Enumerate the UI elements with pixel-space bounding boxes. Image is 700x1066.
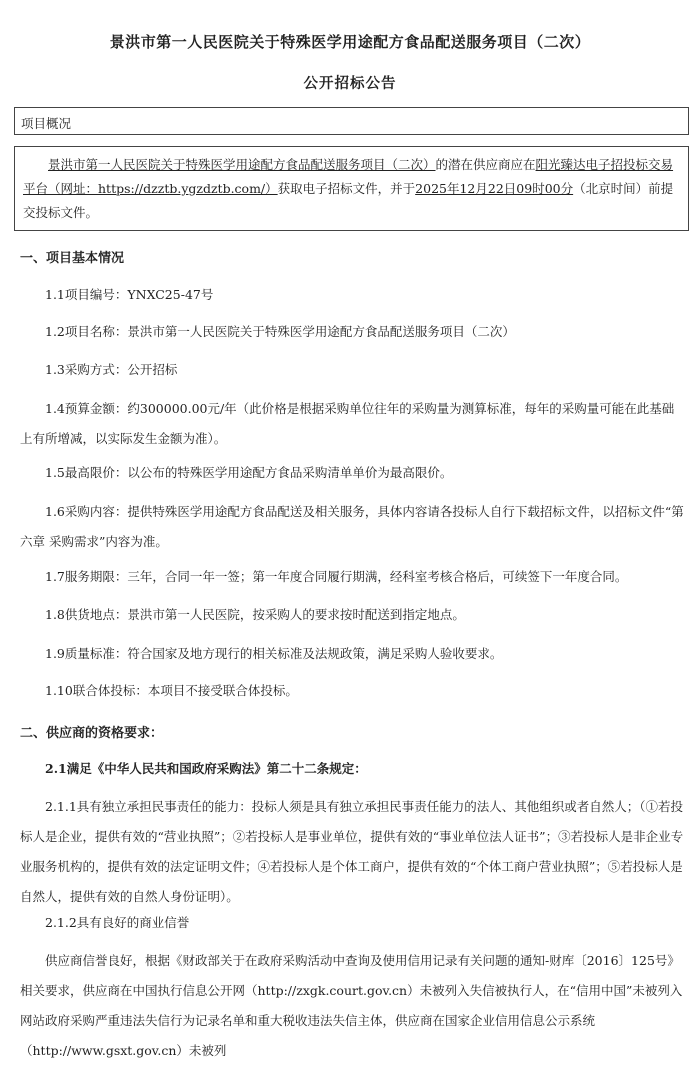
- section-1-heading: 一、项目基本情况: [20, 251, 125, 266]
- item-1-10: 1.10联合体投标：本项目不接受联合体投标。: [45, 683, 298, 698]
- section-2-heading: 二、供应商的资格要求：: [20, 726, 164, 741]
- item-1-4: 1.4预算金额：约300000.00元/年（此价格是根据采购单位往年的采购量为测算标准，每年的采购量可能在此基础上有所增减，以实际发生金额为准）。: [20, 401, 675, 446]
- item-2-1-2: 2.1.2具有良好的商业信誉: [45, 915, 190, 930]
- overview-label: 项目概况: [21, 116, 72, 131]
- intro-text-3: （北京时间）前提交投标文件。: [23, 181, 674, 220]
- item-1-9: 1.9质量标准：符合国家及地方现行的相关标准及法规政策，满足采购人验收要求。: [45, 646, 503, 661]
- item-2-1-1: 2.1.1具有独立承担民事责任的能力：投标人须是具有独立承担民事责任能力的法人、其他组织或者自然人；（①若投标人是企业，提供有效的“营业执照”；②若投标人是事业单位，提供有效的“事业单位法人证书”；③若投标人是非企业专业服务机构的，提供有效的法定证明文件；④若投标人是个体工商户，提供有效的“个体工商户营业执照”；⑤若投标人是自然人，提供有效的自然人身份证明）。: [20, 799, 684, 904]
- section-2-1-heading: 2.1满足《中华人民共和国政府采购法》第二十二条规定：: [45, 761, 367, 776]
- intro-text-1: 的潜在供应商应在: [435, 157, 536, 172]
- document-subtitle: 公开招标公告: [303, 75, 397, 92]
- item-1-3: 1.3采购方式：公开招标: [45, 362, 178, 377]
- intro-text-2: 获取电子招标文件，并于: [277, 181, 416, 196]
- document-title: 景洪市第一人民医院关于特殊医学用途配方食品配送服务项目（二次）: [109, 33, 591, 51]
- intro-project-name: 景洪市第一人民医院关于特殊医学用途配方食品配送服务项目（二次）: [48, 157, 436, 172]
- item-1-8: 1.8供货地点：景洪市第一人民医院，按采购人的要求按时配送到指定地点。: [45, 607, 465, 622]
- item-1-1: 1.1项目编号：YNXC25-47号: [45, 287, 214, 302]
- item-1-6: 1.6采购内容：提供特殊医学用途配方食品配送及相关服务，具体内容请各投标人自行下载招标文件，以招标文件“第六章 采购需求”内容为准。: [20, 504, 684, 549]
- intro-box: [14, 146, 689, 231]
- item-1-7: 1.7服务期限：三年，合同一年一签；第一年度合同履行期满，经科室考核合格后，可续签下一年度合同。: [45, 569, 628, 584]
- item-1-2: 1.2项目名称：景洪市第一人民医院关于特殊医学用途配方食品配送服务项目（二次）: [45, 324, 515, 339]
- intro-platform: 阳光臻达电子招投标交易平台（网址：https://dzztb.ygzdztb.com/）: [23, 157, 674, 196]
- item-1-5: 1.5最高限价：以公布的特殊医学用途配方食品采购清单单价为最高限价。: [45, 465, 453, 480]
- item-2-1-2-detail: 供应商信誉良好，根据《财政部关于在政府采购活动中查询及使用信用记录有关问题的通知-财库〔2016〕125号》相关要求，供应商在中国执行信息公开网（http://zxgk.court.gov.cn）未被列入失信被执行人，在“信用中国”未被列入网站政府采购严重违法失信行为记录名单和重大税收违法失信主体，供应商在国家企业信用信息公示系统（http://www.gsxt.gov.cn）未被列: [20, 953, 683, 1058]
- overview-box: [14, 107, 689, 135]
- intro-deadline: 2025年12月22日09时00分: [415, 181, 574, 196]
